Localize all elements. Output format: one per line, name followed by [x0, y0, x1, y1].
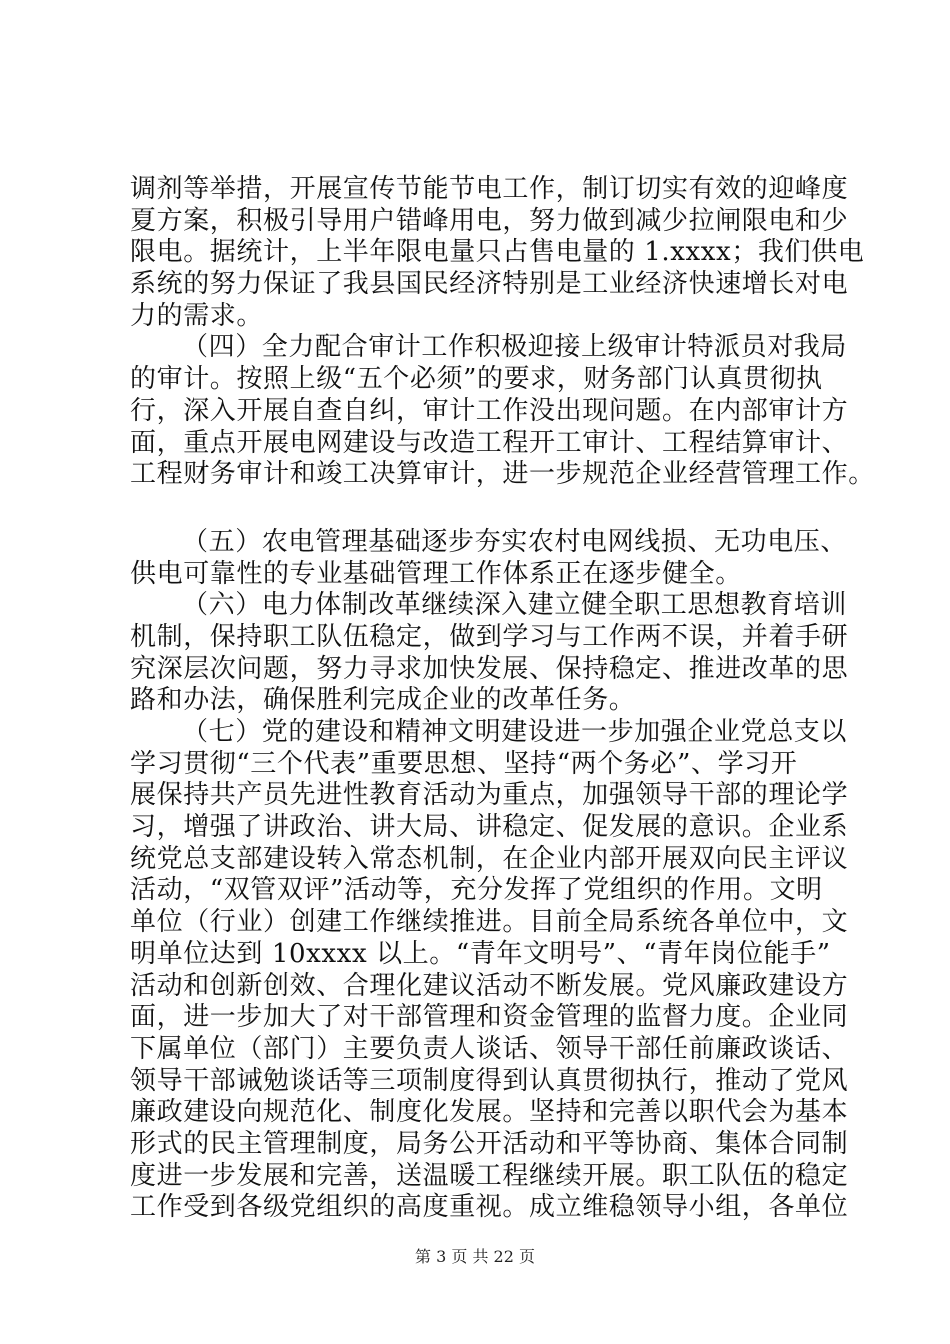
- paragraph-line: 统党总支部建设转入常态机制，在企业内部开展双向民主评议: [130, 843, 849, 874]
- paragraph-line: 系统的努力保证了我县国民经济特别是工业经济快速增长对电: [130, 269, 849, 300]
- paragraph-line: （五）农电管理基础逐步夯实农村电网线损、无功电压、: [182, 526, 848, 557]
- paragraph-line: 的审计。按照上级“五个必须”的要求，财务部门认真贯彻执: [130, 364, 823, 395]
- paragraph-line: 活动，“双管双评”活动等，充分发挥了党组织的作用。文明: [130, 875, 823, 906]
- paragraph-line: （六）电力体制改革继续深入建立健全职工思想教育培训: [182, 590, 848, 621]
- paragraph-line: 限电。据统计，上半年限电量只占售电量的 1.xxxx；我们供电: [130, 237, 865, 268]
- document-body: [130, 174, 875, 1224]
- paragraph-line: 工程财务审计和竣工决算审计，进一步规范企业经营管理工作。: [130, 459, 875, 490]
- paragraph-line: 机制，保持职工队伍稳定，做到学习与工作两不误，并着手研: [130, 621, 849, 652]
- paragraph-line: 工作受到各级党组织的高度重视。成立维稳领导小组，各单位: [130, 1192, 849, 1223]
- paragraph-line: （四）全力配合审计工作积极迎接上级审计特派员对我局: [182, 332, 848, 363]
- paragraph-line: 面，进一步加大了对干部管理和资金管理的监督力度。企业同: [130, 1002, 849, 1033]
- paragraph-line: 下属单位（部门）主要负责人谈话、领导干部任前廉政谈话、: [130, 1033, 849, 1064]
- paragraph-line: 度进一步发展和完善，送温暖工程继续开展。职工队伍的稳定: [130, 1160, 849, 1191]
- paragraph-line: 廉政建设向规范化、制度化发展。坚持和完善以职代会为基本: [130, 1097, 849, 1128]
- paragraph-line: 单位（行业）创建工作继续推进。目前全局系统各单位中，文: [130, 907, 849, 938]
- paragraph-line: 供电可靠性的专业基础管理工作体系正在逐步健全。: [130, 558, 742, 589]
- paragraph-line: 明单位达到 10xxxx 以上。“青年文明号”、“青年岗位能手”: [130, 938, 831, 969]
- paragraph-line: 活动和创新创效、合理化建议活动不断发展。党风廉政建设方: [130, 970, 849, 1001]
- page-number-footer: 第 3 页 共 22 页: [415, 1247, 535, 1266]
- paragraph-line: 面，重点开展电网建设与改造工程开工审计、工程结算审计、: [130, 427, 849, 458]
- paragraph-line: 学习贯彻“三个代表”重要思想、坚持“两个务必”、学习开: [130, 748, 798, 779]
- paragraph-line: 习，增强了讲政治、讲大局、讲稳定、促发展的意识。企业系: [130, 812, 849, 843]
- paragraph-line: 展保持共产员先进性教育活动为重点，加强领导干部的理论学: [130, 780, 849, 811]
- paragraph-line: 调剂等举措，开展宣传节能节电工作，制订切实有效的迎峰度: [130, 174, 849, 204]
- paragraph-line: （七）党的建设和精神文明建设进一步加强企业党总支以: [182, 717, 848, 747]
- paragraph-line: 夏方案，积极引导用户错峰用电，努力做到减少拉闸限电和少: [130, 205, 849, 236]
- paragraph-line: 究深层次问题，努力寻求加快发展、保持稳定、推进改革的思: [130, 653, 849, 684]
- paragraph-line: 领导干部诫勉谈话等三项制度得到认真贯彻执行，推动了党风: [130, 1065, 849, 1096]
- paragraph-line: 路和办法，确保胜利完成企业的改革任务。: [130, 685, 636, 716]
- paragraph-line: 行，深入开展自查自纠，审计工作没出现问题。在内部审计方: [130, 395, 849, 426]
- paragraph-line: 形式的民主管理制度，局务公开活动和平等协商、集体合同制: [130, 1128, 849, 1159]
- paragraph-line: 力的需求。: [130, 300, 264, 331]
- paragraph-spacer: [130, 491, 830, 527]
